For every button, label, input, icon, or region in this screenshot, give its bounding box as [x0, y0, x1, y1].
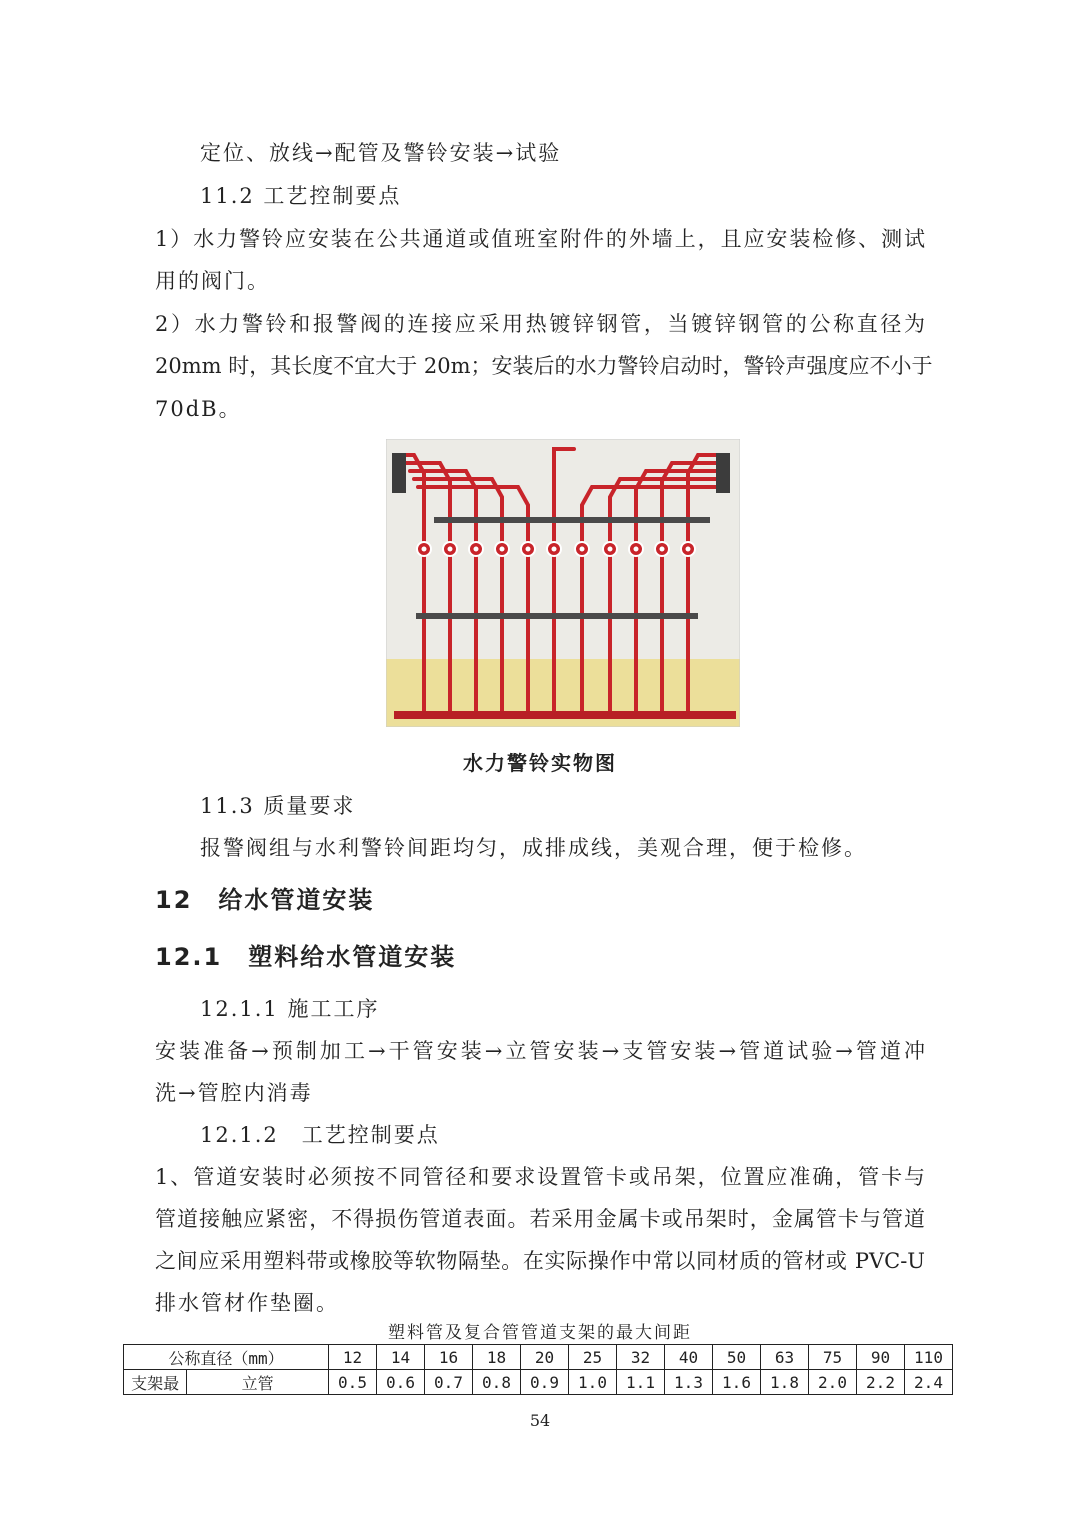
- diameter-cell: 14: [377, 1345, 425, 1370]
- heading-11-3: 11.3 质量要求: [200, 794, 356, 818]
- support-spacing-table: [123, 1344, 953, 1395]
- para-control-line1: 1、管道安装时必须按不同管径和要求设置管卡或吊架，位置应准确，管卡与: [155, 1165, 925, 1189]
- diameter-cell: 63: [761, 1345, 809, 1370]
- row-sublabel-cell: 立管: [187, 1370, 329, 1395]
- para-control-line2: 管道接触应紧密，不得损伤管道表面。若采用金属卡或吊架时，金属管卡与管道: [155, 1207, 925, 1231]
- spacing-cell: 2.4: [905, 1370, 953, 1395]
- photo-caption: 水力警铃实物图: [463, 751, 617, 775]
- spacing-cell: 1.1: [617, 1370, 665, 1395]
- para-2-line1: 2）水力警铃和报警阀的连接应采用热镀锌钢管，当镀锌钢管的公称直径为: [155, 312, 925, 336]
- para-procedure-line2: 洗→管腔内消毒: [155, 1081, 313, 1105]
- heading-12-1: 12.1 塑料给水管道安装: [155, 943, 457, 971]
- spacing-cell: 1.3: [665, 1370, 713, 1395]
- diameter-cell: 110: [905, 1345, 953, 1370]
- heading-12-1-1: 12.1.1 施工工序: [200, 997, 380, 1021]
- diameter-cell: 50: [713, 1345, 761, 1370]
- spacing-cell: 2.2: [857, 1370, 905, 1395]
- diameter-cell: 90: [857, 1345, 905, 1370]
- spacing-cell: 0.7: [425, 1370, 473, 1395]
- para-quality: 报警阀组与水利警铃间距均匀，成排成线，美观合理，便于检修。: [200, 836, 867, 860]
- table-header-row: [124, 1345, 953, 1370]
- heading-12-1-2: 12.1.2 工艺控制要点: [200, 1123, 440, 1147]
- diameter-cell: 75: [809, 1345, 857, 1370]
- para-1-line1: 1）水力警铃应安装在公共通道或值班室附件的外墙上，且应安装检修、测试: [155, 227, 925, 251]
- heading-11-2: 11.2 工艺控制要点: [200, 184, 402, 208]
- spacing-cell: 1.0: [569, 1370, 617, 1395]
- spacing-cell: 1.6: [713, 1370, 761, 1395]
- para-control-line4: 排水管材作垫圈。: [155, 1291, 339, 1315]
- spacing-cell: 2.0: [809, 1370, 857, 1395]
- para-procedure-line1: 安装准备→预制加工→干管安装→立管安装→支管安装→管道试验→管道冲: [155, 1039, 925, 1063]
- row-label-cell: 支架最: [124, 1370, 187, 1395]
- diameter-cell: 32: [617, 1345, 665, 1370]
- page-number: 54: [529, 1411, 551, 1430]
- para-control-line3: 之间应采用塑料带或橡胶等软物隔垫。在实际操作中常以同材质的管材或 PVC-U: [155, 1249, 925, 1273]
- spacing-cell: 0.5: [329, 1370, 377, 1395]
- diameter-cell: 25: [569, 1345, 617, 1370]
- diameter-cell: 12: [329, 1345, 377, 1370]
- water-bell-photo: [386, 439, 740, 727]
- spacing-cell: 0.6: [377, 1370, 425, 1395]
- spacing-cell: 0.9: [521, 1370, 569, 1395]
- table-value-row: [124, 1370, 953, 1395]
- para-process: 定位、放线→配管及警铃安装→试验: [200, 141, 562, 165]
- spacing-cell: 1.8: [761, 1370, 809, 1395]
- diameter-cell: 18: [473, 1345, 521, 1370]
- para-1-line2: 用的阀门。: [155, 269, 270, 293]
- table-caption: 塑料管及复合管管道支架的最大间距: [388, 1323, 692, 1343]
- para-2-line2: 20mm 时，其长度不宜大于 20m；安装后的水力警铃启动时，警铃声强度应不小于: [155, 354, 933, 378]
- spacing-cell: 0.8: [473, 1370, 521, 1395]
- diameter-cell: 20: [521, 1345, 569, 1370]
- para-2-line3: 70dB。: [155, 397, 242, 421]
- heading-12: 12 给水管道安装: [155, 886, 375, 914]
- header-label-cell: 公称直径（mm）: [124, 1345, 329, 1370]
- diameter-cell: 16: [425, 1345, 473, 1370]
- diameter-cell: 40: [665, 1345, 713, 1370]
